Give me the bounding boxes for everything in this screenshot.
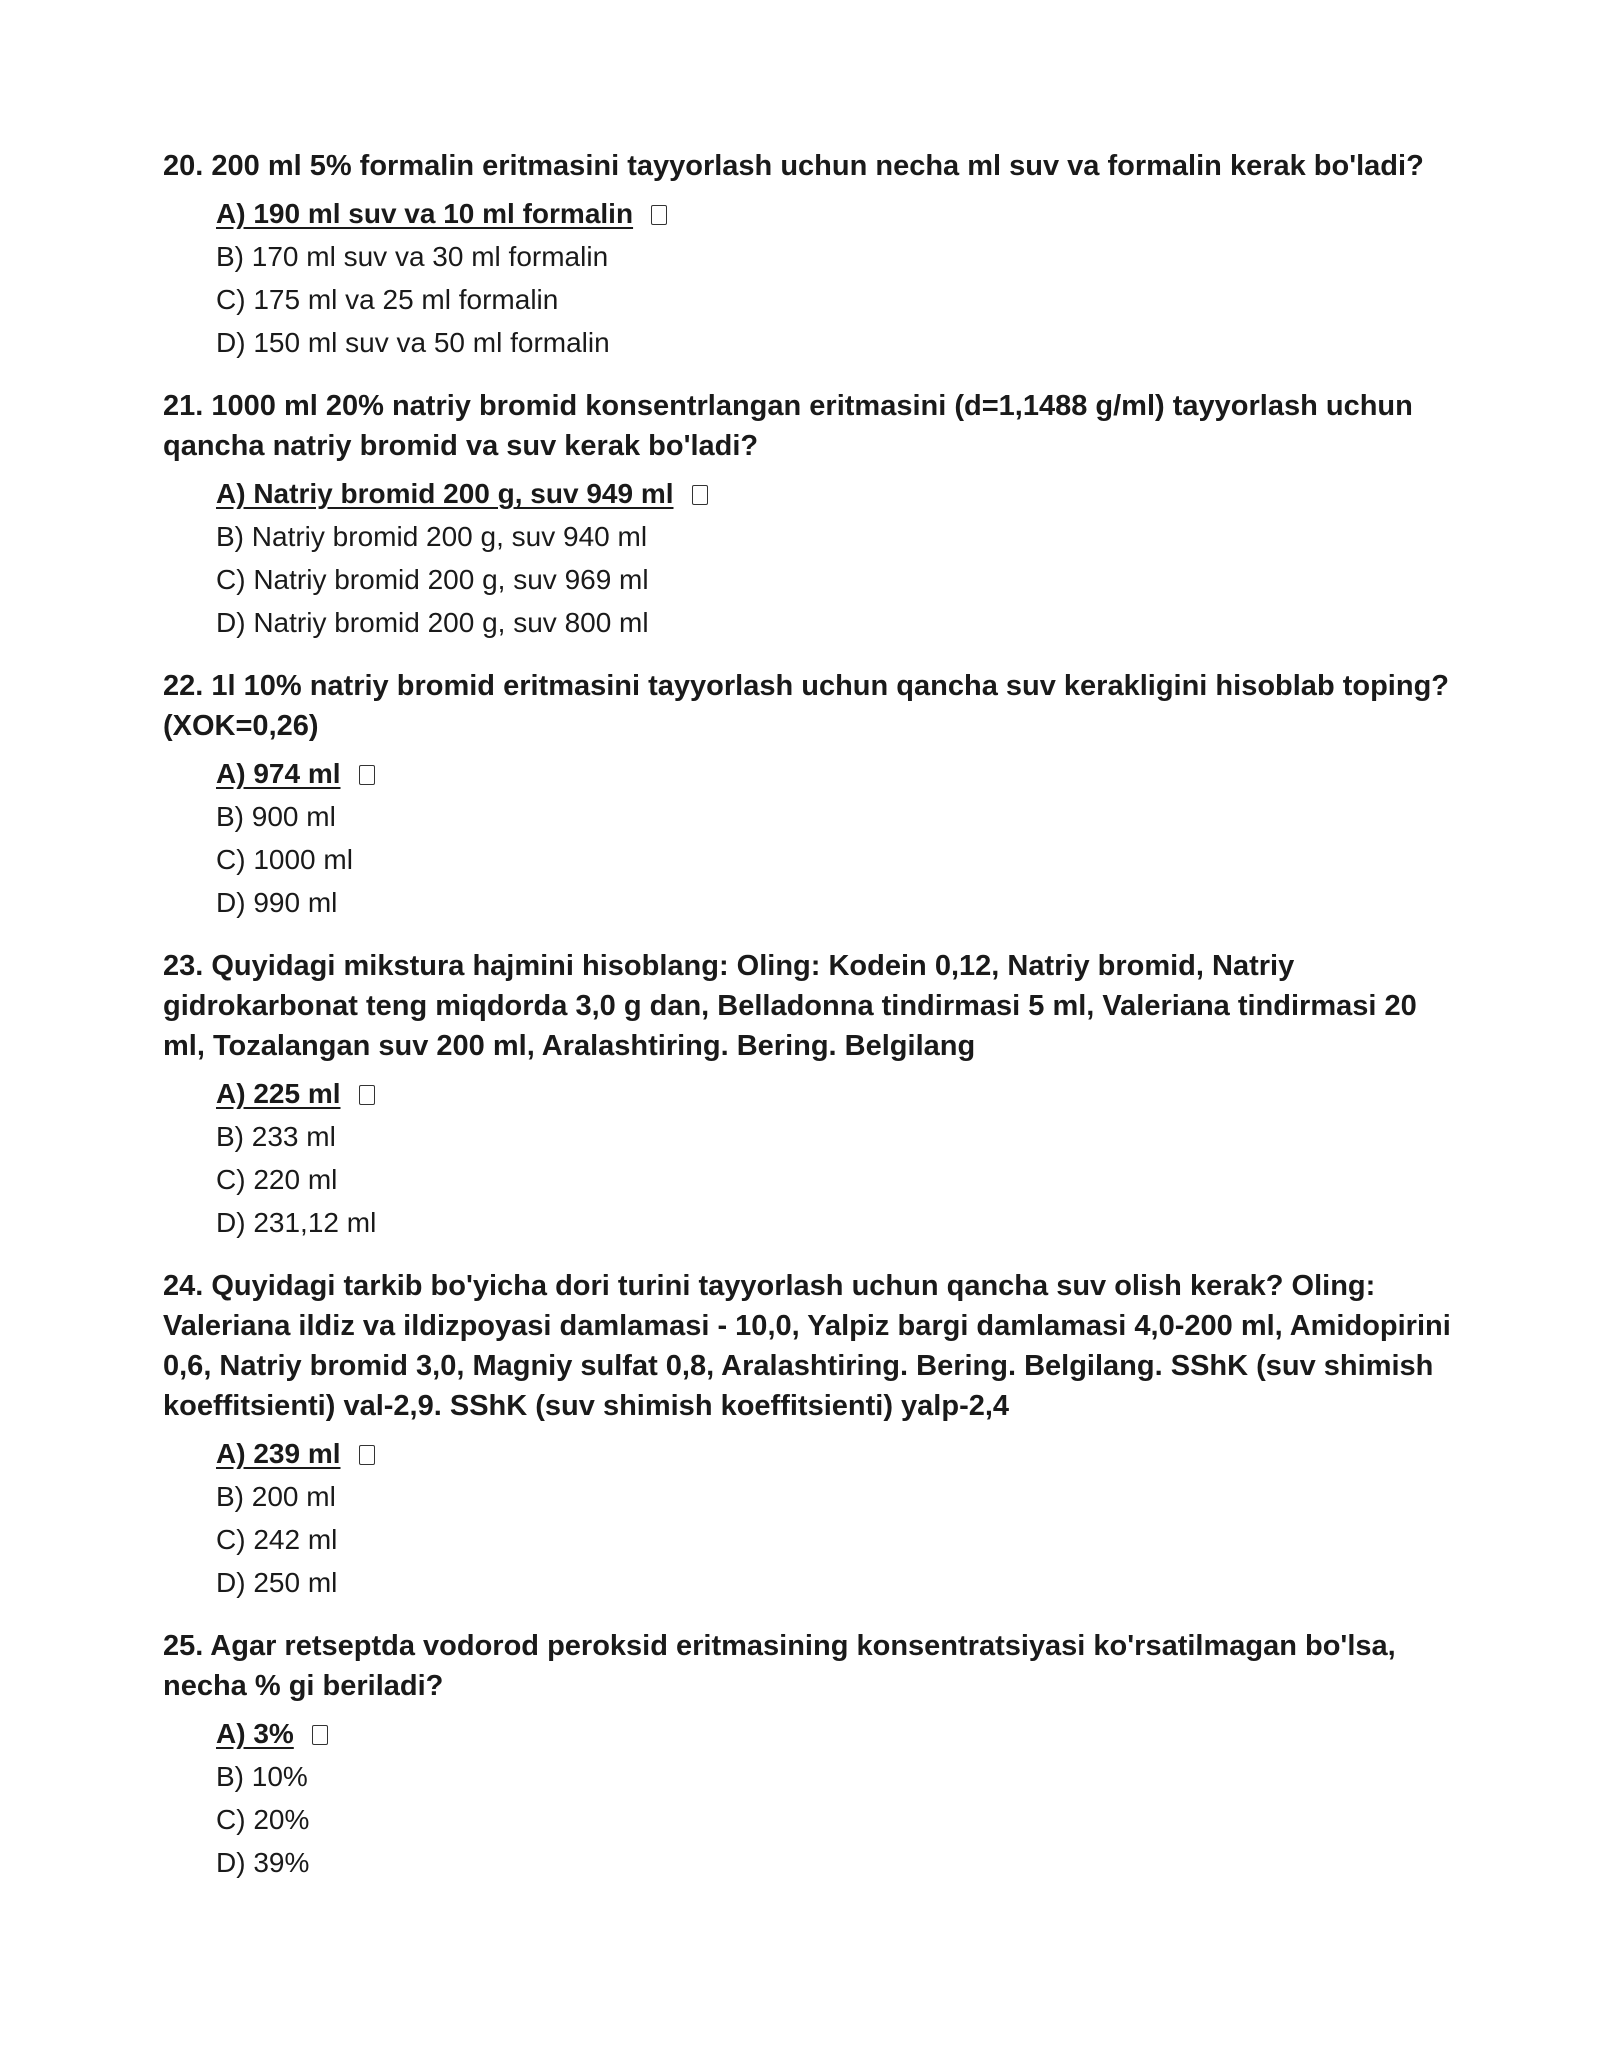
question-text: 22. 1l 10% natriy bromid eritmasini tayyorlash uchun qancha suv kerakligini hisoblab toping? (XOK=0,26)	[163, 670, 1449, 742]
option-correct	[216, 1432, 1453, 1475]
question-block	[163, 146, 1453, 364]
question-text: 21. 1000 ml 20% natriy bromid konsentrlangan eritmasini (d=1,1488 g/ml) tayyorlash uchun qancha natriy bromid va suv kerak bo'ladi?	[163, 390, 1413, 462]
option-label: C) 242 ml	[216, 1524, 338, 1555]
option-label: A) 974 ml	[216, 758, 341, 789]
option-correct	[216, 192, 1453, 235]
question-block	[163, 666, 1453, 924]
option	[216, 1518, 1453, 1561]
option-label: D) 990 ml	[216, 887, 338, 918]
option-list	[163, 1432, 1453, 1604]
option-list	[163, 1072, 1453, 1244]
option	[216, 1158, 1453, 1201]
option-correct	[216, 1072, 1453, 1115]
question-text: 24. Quyidagi tarkib bo'yicha dori turini tayyorlash uchun qancha suv olish kerak? Oling: Valeriana ildiz va ildizpoyasi damlamasi - 10,0, Yalpiz bargi damlamasi 4,0-200 ml, Amidopirini 0,6, Natriy bromid 3,0, Magniy sulfat 0,8, Aralashtiring. Bering. Belgilang. SShK (suv shimish koeffitsienti) val-2,9. SShK (suv shimish koeffitsienti) yalp-2,4	[163, 1270, 1451, 1422]
checkbox-icon	[359, 765, 375, 785]
option	[216, 321, 1453, 364]
question-text: 25. Agar retseptda vodorod peroksid eritmasining konsentratsiyasi ko'rsatilmagan bo'lsa, necha % gi beriladi?	[163, 1630, 1396, 1702]
option-label: C) Natriy bromid 200 g, suv 969 ml	[216, 564, 649, 595]
option-label: A) Natriy bromid 200 g, suv 949 ml	[216, 478, 674, 509]
option	[216, 1475, 1453, 1518]
option	[216, 838, 1453, 881]
option	[216, 235, 1453, 278]
option-label: B) 10%	[216, 1761, 308, 1792]
option	[216, 1115, 1453, 1158]
question-block	[163, 1266, 1453, 1604]
option-label: D) Natriy bromid 200 g, suv 800 ml	[216, 607, 649, 638]
question-block	[163, 946, 1453, 1244]
checkbox-icon	[359, 1085, 375, 1105]
option-label: B) 200 ml	[216, 1481, 336, 1512]
option-label: D) 250 ml	[216, 1567, 338, 1598]
option-list	[163, 1712, 1453, 1884]
option-label: C) 175 ml va 25 ml formalin	[216, 284, 559, 315]
option-label: D) 150 ml suv va 50 ml formalin	[216, 327, 610, 358]
option-correct	[216, 1712, 1453, 1755]
option	[216, 601, 1453, 644]
option-label: D) 39%	[216, 1847, 310, 1878]
option	[216, 1561, 1453, 1604]
option-list	[163, 192, 1453, 364]
option-label: B) Natriy bromid 200 g, suv 940 ml	[216, 521, 648, 552]
checkbox-icon	[312, 1725, 328, 1745]
option-label: B) 233 ml	[216, 1121, 336, 1152]
option	[216, 1841, 1453, 1884]
option-label: A) 239 ml	[216, 1438, 341, 1469]
option	[216, 558, 1453, 601]
option	[216, 881, 1453, 924]
option	[216, 1755, 1453, 1798]
option-label: C) 220 ml	[216, 1164, 338, 1195]
option	[216, 795, 1453, 838]
option-correct	[216, 472, 1453, 515]
checkbox-icon	[692, 485, 708, 505]
option-list	[163, 472, 1453, 644]
option	[216, 515, 1453, 558]
option-label: A) 225 ml	[216, 1078, 341, 1109]
option-label: C) 1000 ml	[216, 844, 353, 875]
question-block	[163, 1626, 1453, 1884]
question-text: 23. Quyidagi mikstura hajmini hisoblang: Oling: Kodein 0,12, Natriy bromid, Natriy gidrokarbonat teng miqdorda 3,0 g dan, Belladonna tindirmasi 5 ml, Valeriana tindirmasi 20 ml, Tozalangan suv 200 ml, Aralashtiring. Bering. Belgilang	[163, 950, 1417, 1062]
option-label: A) 190 ml suv va 10 ml formalin	[216, 198, 634, 229]
option	[216, 1201, 1453, 1244]
option-label: A) 3%	[216, 1718, 294, 1749]
question-block	[163, 386, 1453, 644]
option-correct	[216, 752, 1453, 795]
option	[216, 1798, 1453, 1841]
option-list	[163, 752, 1453, 924]
option	[216, 278, 1453, 321]
checkbox-icon	[651, 205, 667, 225]
option-label: C) 20%	[216, 1804, 310, 1835]
checkbox-icon	[359, 1445, 375, 1465]
question-text: 20. 200 ml 5% formalin eritmasini tayyorlash uchun necha ml suv va formalin kerak bo'ladi?	[163, 150, 1424, 182]
option-label: B) 900 ml	[216, 801, 336, 832]
option-label: B) 170 ml suv va 30 ml formalin	[216, 241, 609, 272]
option-label: D) 231,12 ml	[216, 1207, 377, 1238]
